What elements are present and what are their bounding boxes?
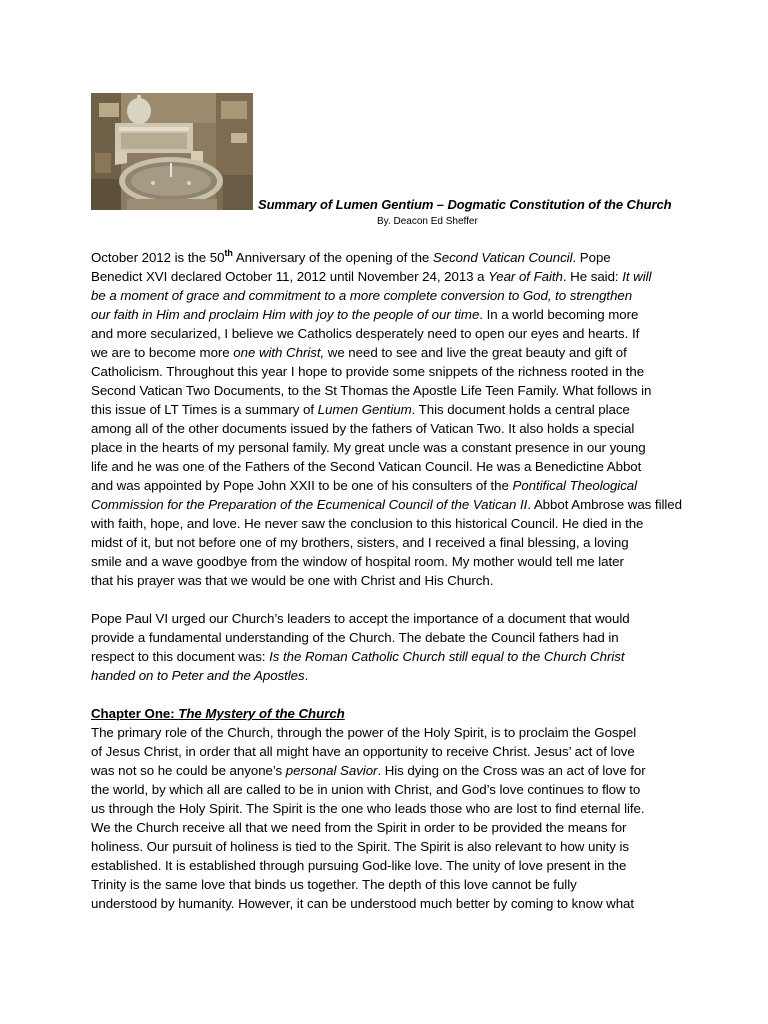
text-line: Trinity is the same love that binds us together. The depth of this love cannot be fully [91,877,577,892]
text-line: holiness. Our pursuit of holiness is tied to the Spirit. The Spirit is also relevant to how unity is [91,839,629,854]
paragraph-spacer [91,590,691,609]
text-line: of Jesus Christ, in order that all might have an opportunity to receive Christ. Jesus’ act of love [91,744,635,759]
chapter-one-section [91,704,691,913]
text-line: Catholicism. Throughout this year I hope to provide some snippets of the richness rooted in the [91,364,645,379]
text-line: the world, by which all are called to be in union with Christ, and God’s love continues to flow to [91,782,641,797]
text-line: that his prayer was that we would be one with Christ and His Church. [91,573,494,588]
text-line: we are to become more one with Christ, we need to see and live the great beauty and gift of [91,345,627,360]
text-line: with faith, hope, and love. He never saw the conclusion to this historical Council. He died in the [91,516,644,531]
text-line: established. It is established through pursuing God-like love. The unity of love present in the [91,858,627,873]
text-line: was not so he could be anyone’s personal Savior. His dying on the Cross was an act of love for [91,763,646,778]
author-byline: By. Deacon Ed Sheffer [377,216,478,227]
chapter-one-heading: Chapter One: The Mystery of the Church [91,706,345,721]
text-line: provide a fundamental understanding of the Church. The debate the Council fathers had in [91,630,619,645]
text-line: and was appointed by Pope John XXII to be one of his consulters of the Pontifical Theological [91,478,638,493]
text-line: October 2012 is the 50th Anniversary of the opening of the Second Vatican Council. Pope [91,248,611,265]
text-line: midst of it, but not before one of my brothers, sisters, and I received a final blessing, a loving [91,535,629,550]
text-line: Second Vatican Two Documents, to the St Thomas the Apostle Life Teen Family. What follows in [91,383,652,398]
text-line: Benedict XVI declared October 11, 2012 until November 24, 2013 a Year of Faith. He said: It will [91,269,652,284]
text-line: be a moment of grace and commitment to a more complete conversion to God, to strengthen [91,288,633,303]
paragraph-spacer [91,685,691,704]
text-line: among all of the other documents issued by the fathers of Vatican Two. It also holds a special [91,421,635,436]
text-line: understood by humanity. However, it can be understood much better by coming to know what [91,896,635,911]
text-line: Commission for the Preparation of the Ecumenical Council of the Vatican II. Abbot Ambrose was filled [91,497,682,512]
document-title: Summary of Lumen Gentium – Dogmatic Constitution of the Church [258,197,672,212]
text-line: The primary role of the Church, through the power of the Holy Spirit, is to proclaim the Gospel [91,725,637,740]
text-line: life and he was one of the Fathers of the Second Vatican Council. He was a Benedictine Abbot [91,459,642,474]
text-line: We the Church receive all that we need from the Spirit in order to be provided the means for [91,820,627,835]
text-line: smile and a wave goodbye from the window of hospital room. My mother would tell me later [91,554,624,569]
text-line: place in the hearts of my personal family. My great uncle was a constant presence in our young [91,440,646,455]
text-line: our faith in Him and proclaim Him with joy to the people of our time. In a world becoming more [91,307,639,322]
text-line: this issue of LT Times is a summary of Lumen Gentium. This document holds a central place [91,402,630,417]
text-line: us through the Holy Spirit. The Spirit is the one who leads those who are lost to find eternal life. [91,801,645,816]
st-peters-square-photo [91,93,253,210]
council-paragraph [91,609,691,685]
text-line: and more secularized, I believe we Catholics desperately need to open our eyes and hearts. If [91,326,640,341]
intro-paragraph [91,248,691,590]
article-body [91,248,691,913]
text-line: respect to this document was: Is the Roman Catholic Church still equal to the Church Christ [91,649,625,664]
text-line: handed on to Peter and the Apostles. [91,668,309,683]
ordinal-suffix: th [224,248,233,258]
text-line: Pope Paul VI urged our Church’s leaders to accept the importance of a document that would [91,611,630,626]
st-peters-square-image [91,93,253,210]
